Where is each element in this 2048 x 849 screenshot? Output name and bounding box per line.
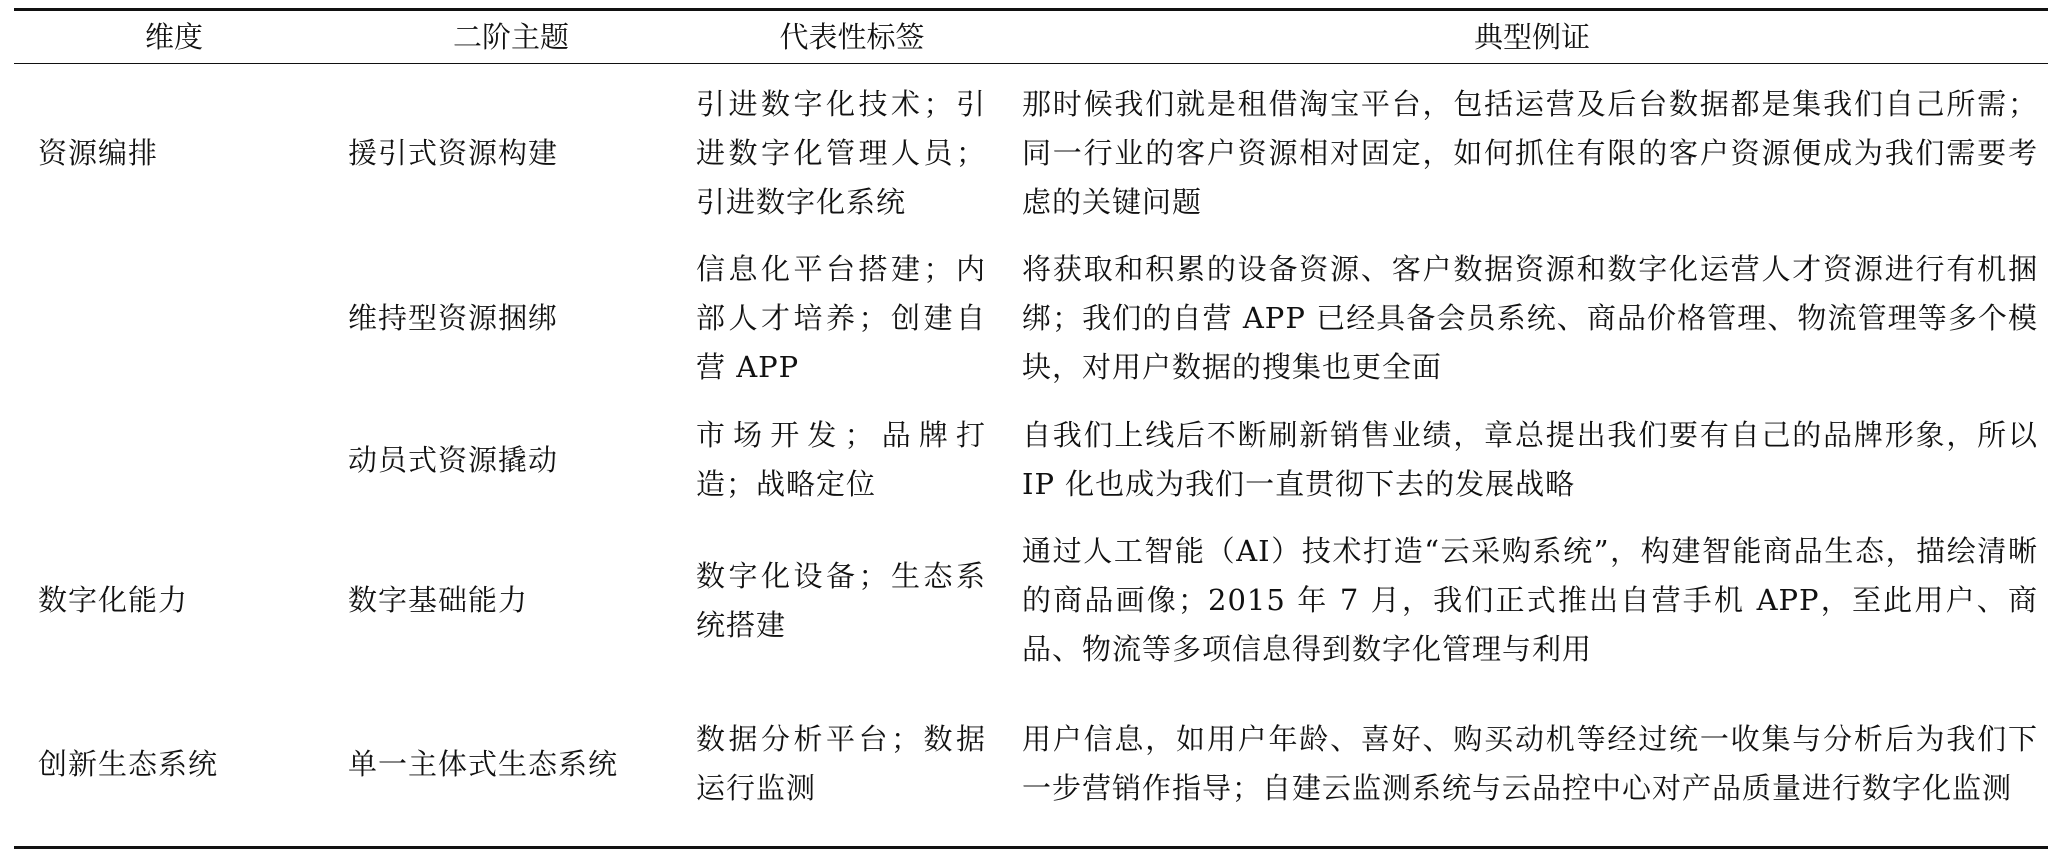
- cell-tags: 数字化设备；生态系统搭建: [696, 558, 986, 642]
- cell-dimension: [14, 236, 334, 401]
- header-dimension: 维度: [144, 20, 203, 54]
- cell-dimension: [14, 401, 334, 519]
- table-row: [14, 64, 2048, 237]
- table-row: [14, 682, 2048, 848]
- cell-theme: 数字基础能力: [348, 583, 529, 617]
- cell-theme: 动员式资源撬动: [348, 442, 559, 477]
- header-evidence: 典型例证: [1473, 20, 1590, 54]
- cell-theme: 单一主体式生态系统: [348, 746, 619, 781]
- table-body: [14, 64, 2048, 848]
- cell-theme: 维持型资源捆绑: [348, 301, 559, 335]
- cell-theme: 援引式资源构建: [348, 135, 559, 170]
- coding-table: [14, 8, 2048, 849]
- cell-evidence: 那时候我们就是租借淘宝平台，包括运营及后台数据都是集我们自己所需；同一行业的客户资源相对固定，如何抓住有限的客户资源便成为我们需要考虑的关键问题: [1022, 86, 2038, 219]
- cell-evidence: 自我们上线后不断刷新销售业绩，章总提出我们要有自己的品牌形象，所以 IP 化也成为我们一直贯彻下去的发展战略: [1022, 418, 2038, 501]
- cell-evidence: 通过人工智能（AI）技术打造“云采购系统”，构建智能商品生态，描绘清晰的商品画像；2015 年 7 月，我们正式推出自营手机 APP，至此用户、商品、物流等多项信息得到数字化管理与利用: [1022, 534, 2038, 666]
- table-row: [14, 519, 2048, 682]
- table-row: [14, 236, 2048, 401]
- cell-dimension: 数字化能力: [38, 583, 189, 617]
- cell-tags: 引进数字化技术；引进数字化管理人员；引进数字化系统: [696, 86, 986, 219]
- cell-dimension: 创新生态系统: [38, 746, 219, 781]
- header-row: [14, 10, 2048, 64]
- cell-tags: 市场开发；品牌打造；战略定位: [696, 418, 986, 501]
- research-table: [14, 8, 2048, 849]
- header-theme: 二阶主题: [452, 20, 569, 54]
- cell-dimension: 资源编排: [38, 135, 159, 170]
- table-row: [14, 401, 2048, 519]
- header-tags: 代表性标签: [779, 20, 925, 54]
- cell-evidence: 将获取和积累的设备资源、客户数据资源和数字化运营人才资源进行有机捆绑；我们的自营 APP 已经具备会员系统、商品价格管理、物流管理等多个模块，对用户数据的搜集也更全面: [1022, 252, 2038, 384]
- cell-tags: 数据分析平台；数据运行监测: [696, 722, 986, 805]
- cell-evidence: 用户信息，如用户年龄、喜好、购买动机等经过统一收集与分析后为我们下一步营销作指导；自建云监测系统与云品控中心对产品质量进行数字化监测: [1022, 722, 2038, 805]
- table-header: [14, 10, 2048, 64]
- cell-tags: 信息化平台搭建；内部人才培养；创建自营 APP: [696, 252, 986, 384]
